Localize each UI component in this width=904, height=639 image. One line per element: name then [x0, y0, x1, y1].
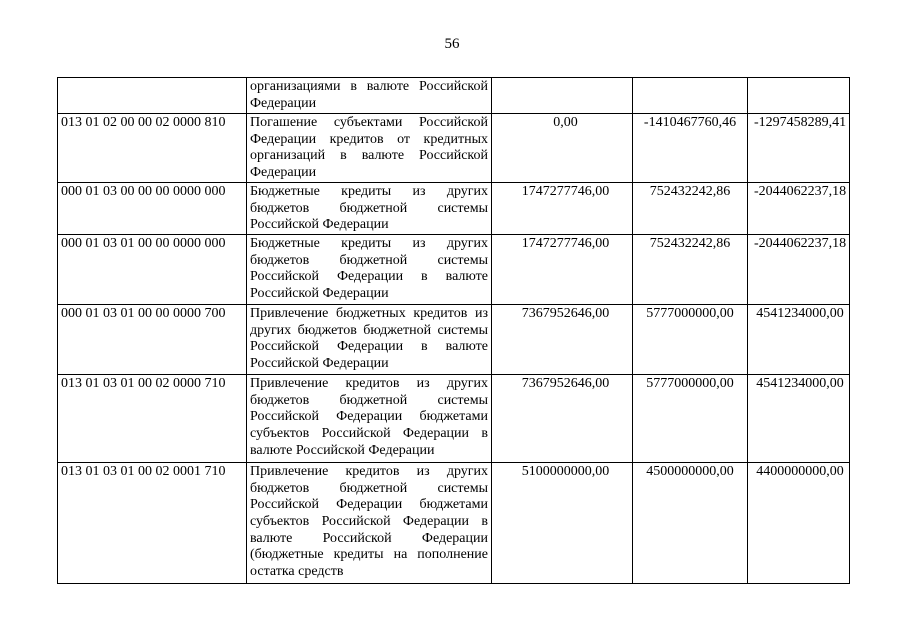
value-cell-2: 752432242,86 — [633, 182, 748, 234]
value-cell-2 — [633, 78, 748, 114]
value-cell-3: 4541234000,00 — [748, 374, 850, 462]
item-name-cell: Привлечение бюджетных кредитов из других бюджетов бюджетной системы Российской Федерации в валюте Российской Федерации — [247, 304, 492, 374]
value-cell-2: 4500000000,00 — [633, 462, 748, 583]
value-cell-2: 5777000000,00 — [633, 374, 748, 462]
value-cell-1: 1747277746,00 — [492, 182, 633, 234]
table-row — [58, 182, 850, 234]
budget-code-cell: 000 01 03 01 00 00 0000 700 — [58, 304, 247, 374]
item-name-cell: Привлечение кредитов из других бюджетов бюджетной системы Российской Федерации бюджетами субъектов Российской Федерации в валюте Российской Федерации — [247, 374, 492, 462]
value-cell-3: -1297458289,41 — [748, 114, 850, 183]
value-cell-3: 4400000000,00 — [748, 462, 850, 583]
budget-code-cell: 013 01 03 01 00 02 0001 710 — [58, 462, 247, 583]
item-name-cell: организациями в валюте Российской Федерации — [247, 78, 492, 114]
item-name-cell: Бюджетные кредиты из других бюджетов бюджетной системы Российской Федерации — [247, 182, 492, 234]
page-number: 56 — [444, 36, 460, 52]
value-cell-3: -2044062237,18 — [748, 182, 850, 234]
table-row — [58, 374, 850, 462]
budget-code-cell: 000 01 03 01 00 00 0000 000 — [58, 234, 247, 304]
value-cell-1: 5100000000,00 — [492, 462, 633, 583]
item-name-cell: Привлечение кредитов из других бюджетов бюджетной системы Российской Федерации бюджетами субъектов Российской Федерации в валюте Российской Федерации (бюджетные кредиты на пополнение остатка средств — [247, 462, 492, 583]
item-name-cell: Бюджетные кредиты из других бюджетов бюджетной системы Российской Федерации в валюте Российской Федерации — [247, 234, 492, 304]
value-cell-2: 5777000000,00 — [633, 304, 748, 374]
value-cell-3 — [748, 78, 850, 114]
value-cell-1: 1747277746,00 — [492, 234, 633, 304]
item-name-cell: Погашение субъектами Российской Федерации кредитов от кредитных организаций в валюте Российской Федерации — [247, 114, 492, 183]
table-row — [58, 114, 850, 183]
value-cell-1 — [492, 78, 633, 114]
budget-code-cell: 013 01 02 00 00 02 0000 810 — [58, 114, 247, 183]
budget-sources-table — [57, 77, 850, 584]
value-cell-2: -1410467760,46 — [633, 114, 748, 183]
table-row — [58, 78, 850, 114]
table-row — [58, 234, 850, 304]
value-cell-3: 4541234000,00 — [748, 304, 850, 374]
table-row — [58, 462, 850, 583]
value-cell-1: 7367952646,00 — [492, 304, 633, 374]
value-cell-1: 7367952646,00 — [492, 374, 633, 462]
value-cell-3: -2044062237,18 — [748, 234, 850, 304]
budget-code-cell: 013 01 03 01 00 02 0000 710 — [58, 374, 247, 462]
value-cell-2: 752432242,86 — [633, 234, 748, 304]
table-row — [58, 304, 850, 374]
budget-code-cell — [58, 78, 247, 114]
budget-code-cell: 000 01 03 00 00 00 0000 000 — [58, 182, 247, 234]
value-cell-1: 0,00 — [492, 114, 633, 183]
